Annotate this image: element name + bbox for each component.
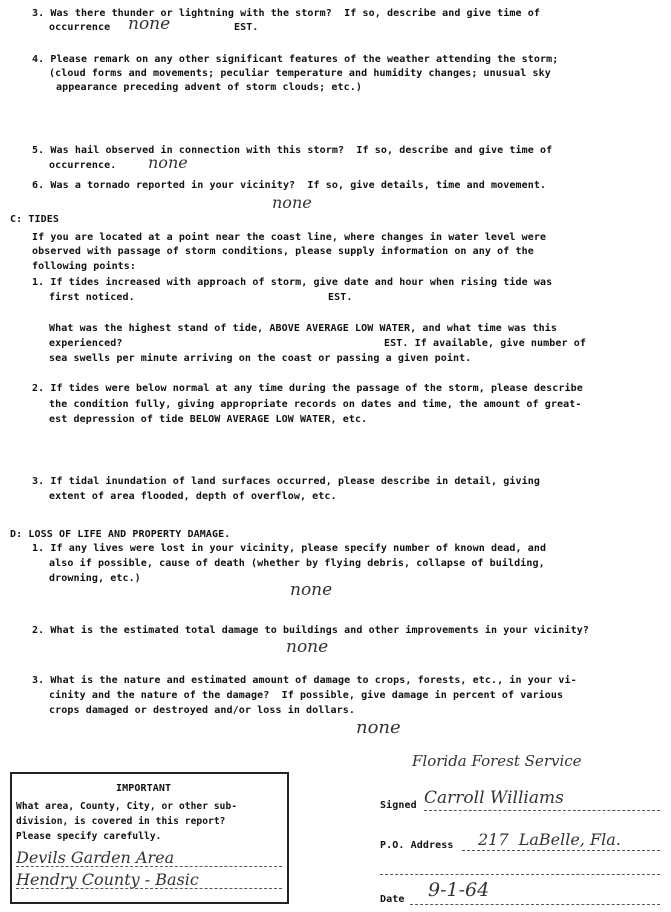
important-text-3: Please specify carefully.	[16, 831, 162, 842]
loss-q3-text-2: cinity and the nature of the damage? If possible, give damage in percent of various	[49, 690, 564, 701]
weather-q4-text-3: appearance preceding advent of storm clouds; etc.)	[56, 82, 363, 93]
weather-q4-text-2: (cloud forms and movements; peculiar temperature and humidity changes; unusual sky	[49, 68, 551, 79]
important-title: IMPORTANT	[116, 783, 172, 794]
weather-q5-text: 5. Was hail observed in connection with this storm? If so, describe and give time of	[32, 145, 553, 156]
po-line-2	[380, 874, 660, 875]
po-address-value: 217 LaBelle, Fla.	[478, 830, 621, 849]
loss-q1-text-2: also if possible, cause of death (whether by flying debris, collapse of building,	[49, 558, 545, 569]
weather-q3-occurrence: occurrence	[49, 22, 111, 33]
tides-q1-first-noticed: first noticed.	[49, 292, 135, 303]
county-line	[16, 888, 282, 889]
tides-q3-text-2: extent of area flooded, depth of overflow, etc.	[49, 491, 337, 502]
tides-intro: If you are located at a point near the coast line, where changes in water level were	[32, 232, 547, 243]
loss-q1-answer: none	[290, 580, 333, 600]
important-text: What area, County, City, or other sub-	[16, 801, 238, 812]
loss-q3-text-3: crops damaged or destroyed and/or loss in dollars.	[49, 705, 356, 716]
tides-q1b-experienced: experienced?	[49, 338, 123, 349]
tides-q3-text: 3. If tidal inundation of land surfaces occurred, please describe in detail, giving	[32, 476, 541, 487]
po-address-label: P.O. Address	[380, 840, 454, 851]
weather-q3-text: 3. Was there thunder or lightning with the storm? If so, describe and give time of	[32, 8, 541, 19]
tides-q1-text: 1. If tides increased with approach of storm, give date and hour when rising tide was	[32, 277, 553, 288]
loss-q2-text: 2. What is the estimated total damage to buildings and other improvements in your vicinity?	[32, 625, 589, 636]
area-line	[16, 866, 282, 867]
important-text-2: division, is covered in this report?	[16, 816, 226, 827]
weather-q6-answer: none	[272, 193, 312, 212]
po-line	[462, 850, 660, 851]
loss-heading: D: LOSS OF LIFE AND PROPERTY DAMAGE.	[10, 529, 231, 540]
tides-q1b-est: EST. If available, give number of	[384, 338, 586, 349]
signature-value: Carroll Williams	[424, 788, 564, 808]
tides-q2-text-3: est depression of tide BELOW AVERAGE LOW WATER, etc.	[49, 414, 368, 425]
date-label: Date	[380, 894, 405, 905]
tides-q2-text-2: the condition fully, giving appropriate records on dates and time, the amount of great-	[49, 399, 582, 410]
weather-q3-answer: none	[128, 14, 171, 34]
tides-q2-text: 2. If tides were below normal at any time during the passage of the storm, please describe	[32, 383, 583, 394]
org-handwritten: Florida Forest Service	[412, 752, 582, 770]
tides-q1b-text: What was the highest stand of tide, ABOVE AVERAGE LOW WATER, and what time was this	[49, 323, 558, 334]
tides-heading: C: TIDES	[10, 214, 59, 225]
loss-q1-text-3: drowning, etc.)	[49, 573, 141, 584]
important-box	[10, 772, 289, 904]
tides-intro-2: observed with passage of storm conditions, please supply information on any of the	[32, 246, 534, 257]
weather-q4-text: 4. Please remark on any other significant features of the weather attending the storm;	[32, 54, 559, 65]
weather-q3-est: EST.	[234, 22, 259, 33]
loss-q2-answer: none	[286, 637, 329, 657]
county-answer: Hendry County - Basic	[16, 870, 199, 889]
loss-q1-text: 1. If any lives were lost in your vicinity, please specify number of known dead, and	[32, 543, 547, 554]
tides-q1-est: EST.	[328, 292, 353, 303]
tides-intro-3: following points:	[32, 261, 137, 272]
weather-q5-answer: none	[148, 153, 188, 172]
signed-line	[424, 810, 660, 811]
weather-q5-occurrence: occurrence.	[49, 160, 117, 171]
date-line	[410, 904, 660, 905]
tides-q1b-text-3: sea swells per minute arriving on the coast or passing a given point.	[49, 353, 472, 364]
date-value: 9-1-64	[428, 879, 490, 901]
loss-q3-answer: none	[356, 717, 401, 738]
signed-label: Signed	[380, 800, 417, 811]
loss-q3-text: 3. What is the nature and estimated amount of damage to crops, forests, etc., in your vi-	[32, 675, 577, 686]
weather-q6-text: 6. Was a tornado reported in your vicinity? If so, give details, time and movement.	[32, 180, 547, 191]
area-answer: Devils Garden Area	[16, 848, 175, 867]
